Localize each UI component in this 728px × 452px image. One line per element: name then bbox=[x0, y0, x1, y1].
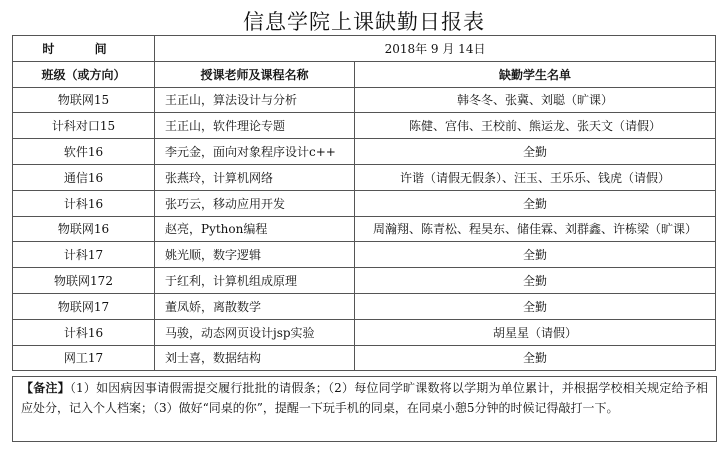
teacher-course-cell: 刘士喜，数据结构 bbox=[155, 345, 355, 371]
teacher-course-cell: 张燕玲，计算机网络 bbox=[155, 164, 355, 190]
notes-box bbox=[12, 376, 717, 442]
table-row bbox=[13, 345, 716, 371]
date-value: 2018年 9 月 14日 bbox=[155, 36, 716, 62]
table-row bbox=[13, 293, 716, 319]
notes-text: （1）如因病因事请假需提交履行批批的请假条；（2）每位同学旷课数将以学期为单位累计，并根据学校相关规定给予相应处分，记入个人档案；（3）做好“同桌的你”，提醒一下玩手机的同桌，在同桌小憩5分钟的时候记得敲打一下。 bbox=[21, 381, 708, 415]
attendance-table bbox=[12, 35, 716, 371]
report-title: 信息学院上课缺勤日报表 bbox=[243, 10, 485, 34]
teacher-course-cell: 李元金，面向对象程序设计c++ bbox=[155, 139, 355, 165]
notes-label: 【备注】 bbox=[21, 381, 70, 395]
teacher-course-cell: 董凤娇，离散数学 bbox=[155, 293, 355, 319]
teacher-course-cell: 姚光顺，数字逻辑 bbox=[155, 242, 355, 268]
class-cell: 计科16 bbox=[13, 190, 155, 216]
absent-students-cell: 全勤 bbox=[355, 293, 716, 319]
table-row bbox=[13, 139, 716, 165]
absent-students-cell: 全勤 bbox=[355, 268, 716, 294]
teacher-course-cell: 于红利，计算机组成原理 bbox=[155, 268, 355, 294]
class-cell: 计科16 bbox=[13, 319, 155, 345]
header-teacher-course: 授课老师及课程名称 bbox=[155, 61, 355, 87]
class-cell: 网工17 bbox=[13, 345, 155, 371]
date-label: 时 间 bbox=[13, 36, 155, 62]
table-row bbox=[13, 190, 716, 216]
header-row bbox=[13, 61, 716, 87]
table-row bbox=[13, 242, 716, 268]
table-row bbox=[13, 164, 716, 190]
class-cell: 计科对口15 bbox=[13, 113, 155, 139]
absent-students-cell: 韩冬冬、张冀、刘聪（旷课） bbox=[355, 87, 716, 113]
class-cell: 物联网15 bbox=[13, 87, 155, 113]
table-row bbox=[13, 319, 716, 345]
absent-students-cell: 全勤 bbox=[355, 242, 716, 268]
class-cell: 物联网16 bbox=[13, 216, 155, 242]
table-row bbox=[13, 216, 716, 242]
absent-students-cell: 全勤 bbox=[355, 190, 716, 216]
teacher-course-cell: 赵亮，Python编程 bbox=[155, 216, 355, 242]
teacher-course-cell: 张巧云，移动应用开发 bbox=[155, 190, 355, 216]
table-row bbox=[13, 268, 716, 294]
table-row bbox=[13, 113, 716, 139]
header-class: 班级（或方向） bbox=[13, 61, 155, 87]
absent-students-cell: 全勤 bbox=[355, 345, 716, 371]
absent-students-cell: 陈健、宫伟、王校前、熊运龙、张天文（请假） bbox=[355, 113, 716, 139]
class-cell: 物联网17 bbox=[13, 293, 155, 319]
teacher-course-cell: 马骏，动态网页设计jsp实验 bbox=[155, 319, 355, 345]
date-row bbox=[13, 36, 716, 62]
class-cell: 物联网172 bbox=[13, 268, 155, 294]
absent-students-cell: 周瀚翔、陈青松、程昊东、储佳霖、刘群鑫、许栋梁（旷课） bbox=[355, 216, 716, 242]
teacher-course-cell: 王正山，软件理论专题 bbox=[155, 113, 355, 139]
class-cell: 软件16 bbox=[13, 139, 155, 165]
teacher-course-cell: 王正山，算法设计与分析 bbox=[155, 87, 355, 113]
absent-students-cell: 全勤 bbox=[355, 139, 716, 165]
header-absent-students: 缺勤学生名单 bbox=[355, 61, 716, 87]
class-cell: 通信16 bbox=[13, 164, 155, 190]
absent-students-cell: 胡星星（请假） bbox=[355, 319, 716, 345]
class-cell: 计科17 bbox=[13, 242, 155, 268]
table-row bbox=[13, 87, 716, 113]
absent-students-cell: 许谐（请假无假条）、汪玉、王乐乐、钱虎（请假） bbox=[355, 164, 716, 190]
